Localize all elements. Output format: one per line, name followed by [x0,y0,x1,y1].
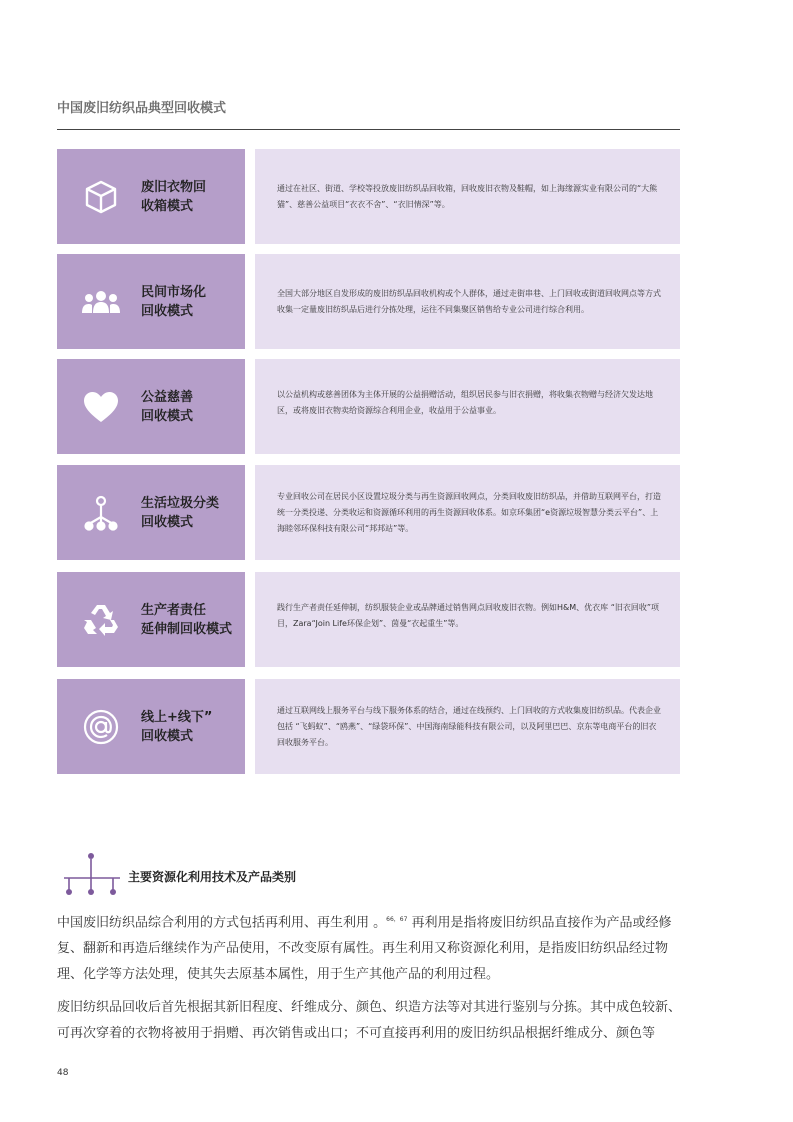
section-title: 中国废旧纺织品典型回收模式 [57,101,227,116]
mode-description-panel [255,572,680,667]
people-icon [82,283,120,321]
mode-row-recycle-bin [57,149,680,244]
mode-description-panel [255,254,680,349]
mode-description: 通过在社区、街道、学校等投放废旧纺织品回收箱，回收废旧衣物及鞋帽，如上海缘源实业有限公司的“大熊猫”、慈善公益项目“衣衣不舍”、“衣旧情深”等。 [277,183,658,209]
mode-label-panel [57,149,245,244]
mode-description-panel [255,359,680,454]
mode-label: 公益慈善 回收模式 [141,389,194,424]
body-paragraph-1: 中国废旧纺织品综合利用的方式包括再利用、再生利用 。$^{66,67}$ 再利用是指将废旧纺织品直接作为产品或经修复、翻新和再造后继续作为产品使用，不改变原有属性。再生利用又称资源化利用，是指废旧纺织品经过物理、化学等方法处理，使其失去原基本属性，用于生产其他产品的利用过程。 [57,915,672,983]
mode-row-producer-responsibility [57,572,680,667]
mode-row-charity [57,359,680,454]
recycle-icon [82,601,120,639]
body-paragraph-2: 废旧纺织品回收后首先根据其新旧程度、纤维成分、颜色、织造方法等对其进行鉴别与分拣。其中成色较新、可再次穿着的衣物将被用于捐赠、再次销售或出口；不可直接再利用的废旧纺织品根据纤维成分、颜色等 [57,1000,682,1041]
mode-description-panel [255,465,680,560]
mode-label: 生活垃圾分类 回收模式 [141,495,220,530]
mode-label: 线上+线下” 回收模式 [141,709,213,744]
mode-label-panel [57,572,245,667]
mode-description: 通过互联网线上服务平台与线下服务体系的结合，通过在线预约、上门回收的方式收集废旧纺织品。代表企业包括 “飞蚂蚁”、“鸥燕”、“绿袋环保”、中国海南绿能科技有限公司，以及阿里巴巴、京东等电商平台的旧衣回收服务平台。 [277,705,661,747]
mode-label-panel [57,359,245,454]
mode-label: 废旧衣物回 收箱模式 [141,179,207,214]
mode-description: 以公益机构或慈善团体为主体开展的公益捐赠活动，组织居民参与旧衣捐赠，将收集衣物赠与经济欠发达地区，或将废旧衣物卖给资源综合利用企业，收益用于公益事业。 [277,390,653,415]
hierarchy-icon [64,852,120,896]
mode-label: 民间市场化 回收模式 [141,284,207,319]
citation-ref: 66，67 [386,916,408,923]
title-divider [57,129,680,130]
subsection-heading: 主要资源化利用技术及产品类别 [128,870,297,884]
mode-row-online-offline [57,679,680,774]
mode-description: 全国大部分地区自发形成的废旧纺织品回收机构或个人群体，通过走街串巷、上门回收或街道回收网点等方式收集一定量废旧纺织品后进行分拣处理，运往不同集聚区销售给专业公司进行综合利用。 [277,288,661,314]
mode-row-market [57,254,680,349]
mode-description-panel [255,149,680,244]
mode-label: 生产者责任 延伸制回收模式 [141,602,233,637]
mode-description: 践行生产者责任延伸制，纺织服装企业或品牌通过销售网点回收废旧衣物。例如H&M、优衣库 “旧衣回收”项目，Zara“Join Life环保企划”、茵曼“衣起重生”等。 [277,603,659,628]
mode-label-panel [57,465,245,560]
sorting-icon [82,494,120,532]
mode-description-panel [255,679,680,774]
mode-row-waste-sorting [57,465,680,560]
box-icon [82,178,120,216]
at-icon [82,708,120,746]
mode-description: 专业回收公司在居民小区设置垃圾分类与再生资源回收网点，分类回收废旧纺织品，并借助互联网平台，打造统一分类投递、分类收运和资源循环利用的再生资源回收体系。如京环集团“e资源垃圾智慧分类云平台”、上海睦邻环保科技有限公司“邦邦站”等。 [277,491,661,533]
page-number: 48 [57,1068,69,1078]
heart-icon [82,388,120,426]
mode-label-panel [57,679,245,774]
mode-label-panel [57,254,245,349]
